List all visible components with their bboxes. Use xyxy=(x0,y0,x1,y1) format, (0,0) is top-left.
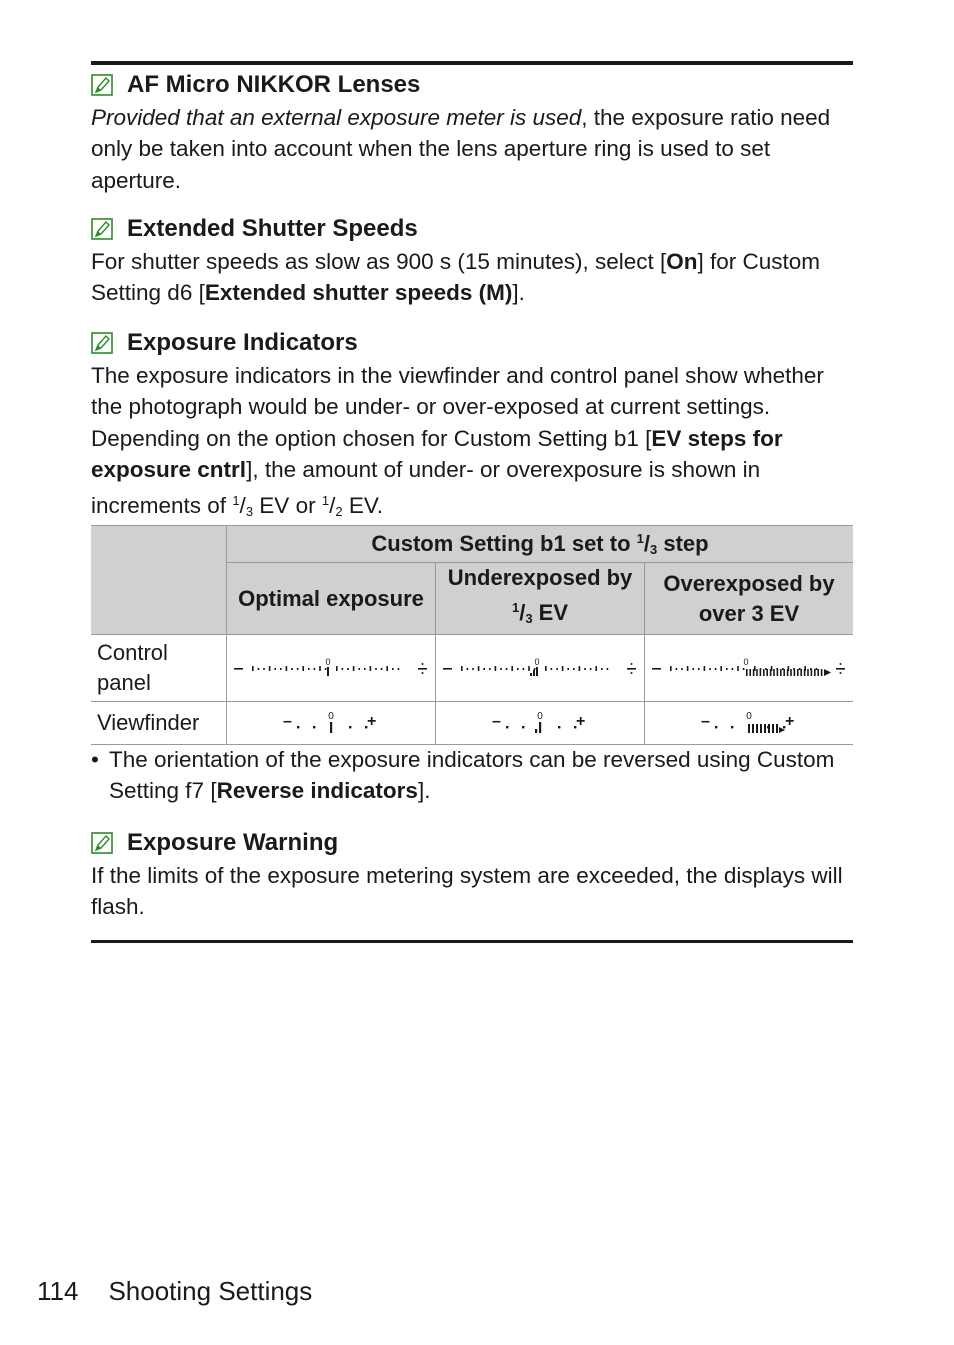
scale-tick xyxy=(511,666,513,671)
pencil-note-icon xyxy=(91,332,113,354)
bar-segment xyxy=(764,724,766,733)
bar-segment xyxy=(753,669,755,676)
plus-dot xyxy=(631,672,633,674)
scale-dot xyxy=(731,726,733,728)
zero-mark: 0 xyxy=(325,657,331,667)
scale-tick xyxy=(358,668,360,670)
table-group-header: Custom Setting b1 set to $^1/_3$ step xyxy=(227,526,854,563)
scale-tick xyxy=(534,668,536,670)
bar-segment xyxy=(536,667,538,676)
scale-tick xyxy=(495,666,497,671)
minus-mark xyxy=(652,668,661,670)
minus-mark xyxy=(443,668,452,670)
scale-tick xyxy=(263,668,265,670)
plus-dot xyxy=(631,663,633,665)
scale-dot xyxy=(558,726,560,728)
plus-mark xyxy=(627,668,636,670)
scale-tick xyxy=(670,666,672,671)
viewfinder-indicator xyxy=(281,710,381,736)
bar-segment xyxy=(821,669,823,676)
scale-tick xyxy=(483,668,485,670)
section-exposure-warning xyxy=(91,828,853,923)
scale-tick xyxy=(692,668,694,670)
section-title: Exposure Indicators xyxy=(127,329,358,356)
table-header-row xyxy=(91,526,853,563)
section-heading xyxy=(91,214,853,244)
scale-tick xyxy=(704,666,706,671)
top-rule xyxy=(91,61,853,65)
scale-dot xyxy=(715,726,717,728)
scale-tick xyxy=(375,668,377,670)
scale-tick xyxy=(280,668,282,670)
minus-mark xyxy=(234,668,243,670)
scale-tick xyxy=(319,666,321,671)
scale-tick xyxy=(601,668,603,670)
scale-tick xyxy=(726,668,728,670)
bar-segment xyxy=(535,729,537,733)
bar-segment xyxy=(773,669,775,676)
scale-tick xyxy=(342,668,344,670)
section-title: Extended Shutter Speeds xyxy=(127,215,418,242)
scale-tick xyxy=(528,666,530,671)
minus-mark: – xyxy=(701,713,710,730)
bar-segment xyxy=(756,669,758,676)
scale-tick xyxy=(308,668,310,670)
scale-dot xyxy=(297,726,299,728)
bar-segment xyxy=(777,669,779,676)
scale-tick xyxy=(336,666,338,671)
control-panel-indicator xyxy=(234,657,428,679)
scale-tick xyxy=(274,668,276,670)
bar-segment xyxy=(746,669,748,676)
bar-segment xyxy=(760,724,762,733)
bar-segment xyxy=(539,722,541,733)
plus-dot xyxy=(840,663,842,665)
viewfinder-optimal xyxy=(227,702,436,745)
scale-dot xyxy=(522,726,524,728)
col-header-overexposed: Overexposed by over 3 EV xyxy=(645,563,854,635)
bar-center xyxy=(330,722,332,733)
table-row xyxy=(91,702,853,745)
plus-dot xyxy=(422,672,424,674)
scale-tick xyxy=(291,668,293,670)
plus-mark: + xyxy=(785,713,795,730)
section-extended-shutter xyxy=(91,214,853,309)
bullet-note xyxy=(91,744,853,807)
bar-segment xyxy=(790,669,792,676)
scale-tick xyxy=(297,668,299,670)
bar-segment xyxy=(530,673,532,676)
scale-tick xyxy=(551,668,553,670)
bar-segment xyxy=(766,669,768,676)
scale-tick xyxy=(595,666,597,671)
scale-tick xyxy=(545,666,547,671)
section-heading xyxy=(91,828,853,858)
scale-tick xyxy=(353,666,355,671)
control-panel-indicator xyxy=(652,657,846,679)
scale-tick xyxy=(269,666,271,671)
scale-tick xyxy=(252,666,254,671)
bullet-symbol: • xyxy=(91,747,99,772)
bar-segment xyxy=(807,669,809,676)
scale-tick xyxy=(681,668,683,670)
bar-segment xyxy=(814,669,816,676)
exposure-indicator-table xyxy=(91,525,853,745)
bar-center xyxy=(327,667,329,676)
bar-segment xyxy=(817,669,819,676)
plus-mark xyxy=(836,668,845,670)
footer-section-name: Shooting Settings xyxy=(108,1276,313,1306)
scale-dot xyxy=(313,726,315,728)
bar-segment xyxy=(783,669,785,676)
scale-tick xyxy=(590,668,592,670)
minus-mark: – xyxy=(492,713,501,730)
scale-tick xyxy=(314,668,316,670)
scale-tick xyxy=(478,666,480,671)
scale-tick xyxy=(523,668,525,670)
section-body: Provided that an external exposure meter is used, the exposure ratio need only be taken into account when the lens aperture ring is used to set aperture. xyxy=(91,105,831,193)
scale-tick xyxy=(325,668,327,670)
table-row xyxy=(91,635,853,702)
control-panel-over xyxy=(645,635,854,702)
bar-segment xyxy=(770,669,772,676)
scale-tick xyxy=(392,668,394,670)
zero-mark: 0 xyxy=(328,711,334,722)
bar-segment xyxy=(811,669,813,676)
scale-tick xyxy=(709,668,711,670)
scale-tick xyxy=(364,668,366,670)
section-title: AF Micro NIKKOR Lenses xyxy=(127,71,421,98)
scale-tick xyxy=(607,668,609,670)
bar-segment xyxy=(776,724,778,733)
scale-tick xyxy=(386,666,388,671)
plus-mark xyxy=(418,668,427,670)
bar-segment xyxy=(800,669,802,676)
pencil-note-icon xyxy=(91,218,113,240)
scale-tick xyxy=(461,666,463,671)
scale-tick xyxy=(556,668,558,670)
bullet-text: The orientation of the exposure indicators can be reversed using Custom Setting f7 [Reverse indicators]. xyxy=(109,747,835,804)
bar-segment xyxy=(768,724,770,733)
bar-segment xyxy=(748,724,750,733)
scale-tick xyxy=(567,668,569,670)
scale-tick xyxy=(584,668,586,670)
scale-tick xyxy=(737,666,739,671)
section-exposure-indicators xyxy=(91,328,853,527)
overflow-arrow xyxy=(824,669,831,676)
control-panel-indicator xyxy=(443,657,637,679)
plus-dot xyxy=(422,663,424,665)
scale-tick xyxy=(347,668,349,670)
scale-tick xyxy=(573,668,575,670)
viewfinder-under xyxy=(436,702,645,745)
scale-tick xyxy=(782,668,784,670)
bar-segment xyxy=(752,724,754,733)
page-footer xyxy=(37,1276,312,1307)
scale-dot xyxy=(506,726,508,728)
section-body: If the limits of the exposure metering system are exceeded, the displays will flash. xyxy=(91,863,843,920)
bar-segment xyxy=(780,669,782,676)
scale-tick xyxy=(687,666,689,671)
scale-tick xyxy=(799,668,801,670)
col-header-optimal: Optimal exposure xyxy=(227,563,436,635)
bar-segment xyxy=(804,669,806,676)
zero-mark: 0 xyxy=(534,657,540,667)
scale-tick xyxy=(472,668,474,670)
bar-segment xyxy=(763,669,765,676)
scale-tick xyxy=(500,668,502,670)
page-number: 114 xyxy=(37,1276,79,1306)
scale-tick xyxy=(370,666,372,671)
section-heading xyxy=(91,70,853,100)
bar-segment xyxy=(787,669,789,676)
section-body: The exposure indicators in the viewfinder and control panel show whether the photograph would be under- or over-exposed at current settings. Depending on the option chosen for Custom Setting b1 [EV steps for exposure cntrl], the amount of under- or overexposure is shown in increments of $^1/_3$ EV or $^1/_2$ EV. xyxy=(91,363,824,520)
bar-segment xyxy=(797,669,799,676)
bar-segment xyxy=(794,669,796,676)
scale-tick xyxy=(489,668,491,670)
plus-mark: + xyxy=(367,713,377,730)
section-body: For shutter speeds as slow as 900 s (15 minutes), select [On] for Custom Setting d6 [Extended shutter speeds (M)]. xyxy=(91,249,821,306)
zero-mark: 0 xyxy=(746,711,752,722)
bar-segment xyxy=(749,669,751,676)
bar-segment xyxy=(760,669,762,676)
scale-tick xyxy=(467,668,469,670)
minus-mark: – xyxy=(283,713,292,730)
plus-mark: + xyxy=(576,713,586,730)
section-heading xyxy=(91,328,853,358)
bar-segment xyxy=(533,670,535,676)
scale-tick xyxy=(381,668,383,670)
scale-tick xyxy=(732,668,734,670)
pencil-note-icon xyxy=(91,74,113,96)
bar-segment xyxy=(772,724,774,733)
row-label-viewfinder: Viewfinder xyxy=(91,702,227,745)
scale-dot xyxy=(349,726,351,728)
scale-tick xyxy=(562,666,564,671)
bottom-rule xyxy=(91,940,853,943)
col-header-underexposed: Underexposed by $^1/_3$ EV xyxy=(436,563,645,635)
zero-mark: 0 xyxy=(743,657,749,667)
scale-tick xyxy=(743,668,745,670)
scale-tick xyxy=(286,666,288,671)
scale-tick xyxy=(676,668,678,670)
bar-segment xyxy=(756,724,758,733)
scale-tick xyxy=(506,668,508,670)
viewfinder-indicator xyxy=(490,710,590,736)
scale-tick xyxy=(816,668,818,670)
control-panel-optimal xyxy=(227,635,436,702)
control-panel-under xyxy=(436,635,645,702)
scale-tick xyxy=(720,666,722,671)
pencil-note-icon xyxy=(91,832,113,854)
viewfinder-indicator xyxy=(699,710,799,736)
section-title: Exposure Warning xyxy=(127,829,339,856)
plus-dot xyxy=(840,672,842,674)
scale-tick xyxy=(258,668,260,670)
table-corner-cell xyxy=(91,526,227,635)
section-af-micro xyxy=(91,70,853,196)
scale-tick xyxy=(579,666,581,671)
scale-tick xyxy=(698,668,700,670)
scale-tick xyxy=(517,668,519,670)
row-label-control-panel: Control panel xyxy=(91,635,227,702)
scale-tick xyxy=(302,666,304,671)
zero-mark: 0 xyxy=(537,711,543,722)
scale-tick xyxy=(715,668,717,670)
viewfinder-over xyxy=(645,702,854,745)
scale-tick xyxy=(398,668,400,670)
